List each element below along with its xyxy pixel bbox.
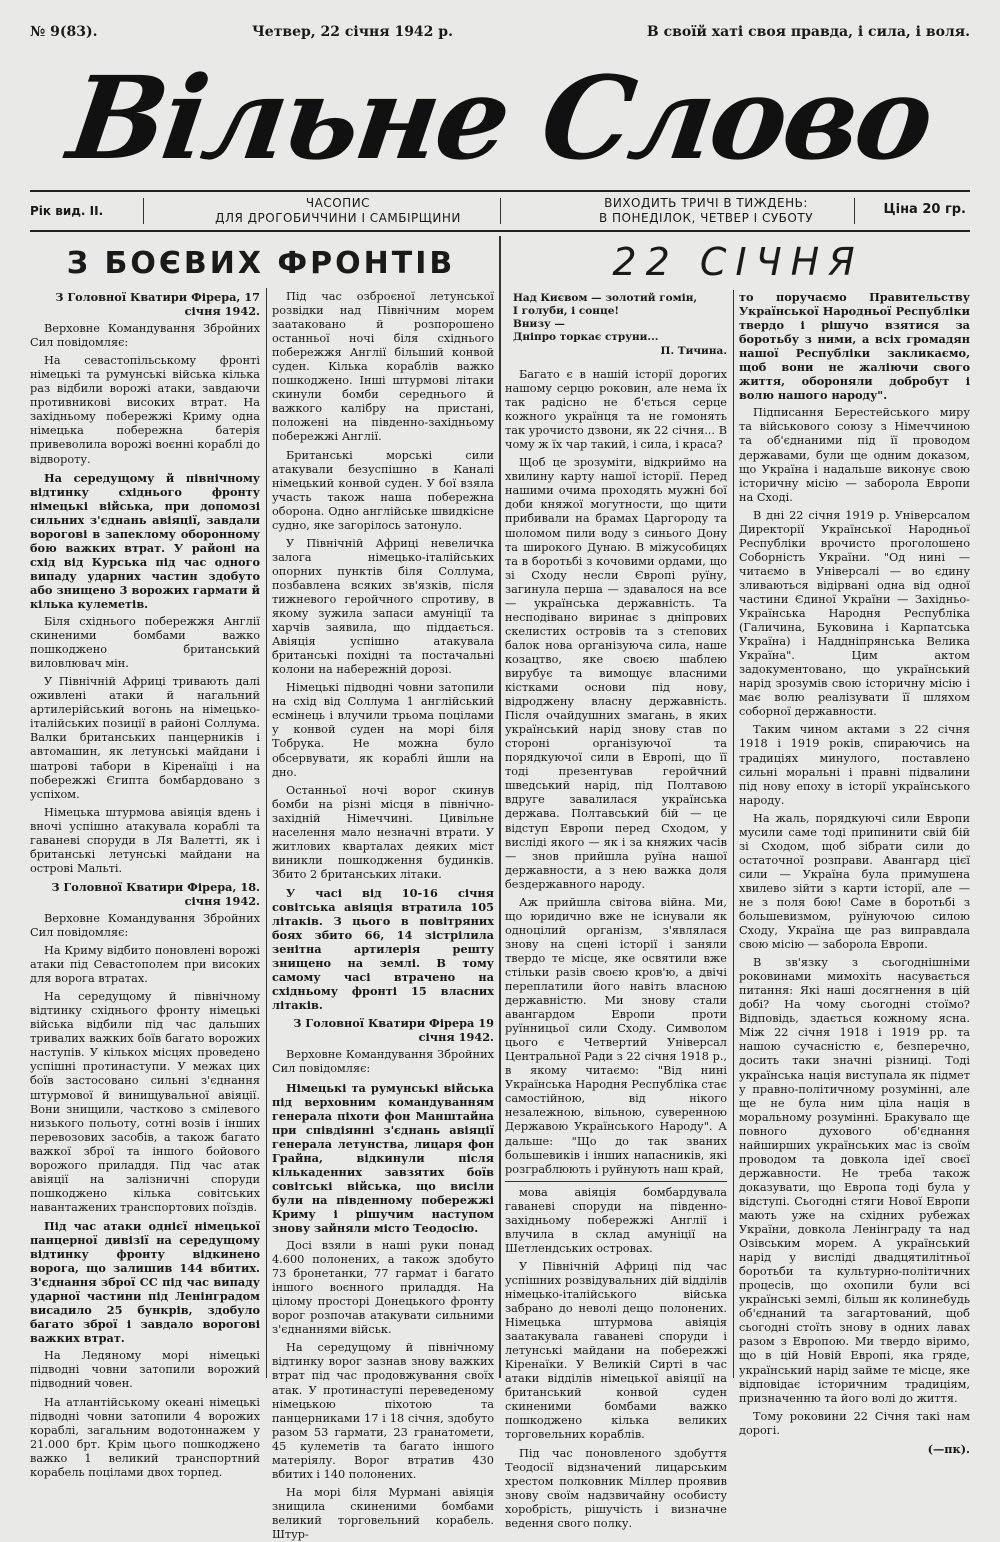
subheader-divider [854,198,855,224]
column-divider [733,290,734,1378]
paragraph: На жаль, порядкуючі сили Европи мусили саме тоді припинити свій бій зі Сходом, щоб зібрати сили до остаточної розправи. Авангард цієї сили — Україна була примушена хвилево зійти з карти історії, але — не з поля бою! Саме в боротьбі з большевизмом, руїнуючою силою Сходу, Україна ще раз виправдала свою місію — заборола Европи. [739,811,970,952]
article-column-4 [739,290,970,1456]
paragraph: На морі біля Мурмані авіяція знищила скиненими бомбами великий торговельний корабель. Штур- [272,1485,494,1541]
paragraph: Аж прийшла світова війна. Ми, що юридично вже не існували як одноцілий організм, з'являлася знову на сцені історії і заняли твердо те місце, яке освятили вже стільки разів своєю кров'ю, а двічі переплатили його навіть власною державністю. Ми знову стали авангардом Европи проти руїнницьої сили Сходу. Символом цього є Четвертий Універсал Центральної Ради з 22 січня 1918 р., в якому читаємо: "Від нині Українська Народня Республіка стає самостійною, від нікого незалежною, вільною, суверенною Державою Українського Народу". А дальше: "Що до так званих большевиків і інших напасників, які розграблюють і руйнують наш край, [505,895,727,1176]
subtitle [148,196,528,226]
paragraph: Щоб це зрозуміти, відкриймо на хвилину карту нашої історії. Перед нашими очима проходять мужні бої доби княжої могутности, що щити прибивали на брамах Царгороду та шоломом пили воду з синього Дону та широкого Дунаю. В міжусобицях та в боротьбі з кочовими ордами, що зі Сходу несли Європі руїну, загинула перша — здавалося на все — українська державність. Та несподівано виринає з дніпрових скелистих островів та з степових балок нова організуюча сила, наше козацтво, яке своєю шаблею вирубує та вимощує власними кістками основи під нову, відроджену власну державність. Після очайдушних змагань, в яких український нарід знову став по стороні організуючої та порядкуючої сили в Европі, що її тоді презентував геройчний шведський нарід, під Полтавою вдруге завалилася українська держава. Полтавський бій — це відступ Европи перед Сходом, у висліді якого — як і за княжих часів — знов прийшла руїна нашої державности, а з нею важка доля бездержавного народу. [505,456,727,891]
paragraph: Верховне Командування Збройних Сил повідомляє: [272,1048,494,1076]
paragraph: Багато є в нашій історії дорогих нашому серцю роковин, але нема їх так радісно не б'ється серце кожного українця та не гомонять так урочисто дзвони, як 22 січня... В чому ж їх чар такий, і сила, і краса? [505,368,727,452]
masthead-title: Вільне Слово [61,51,939,185]
paragraph: Таким чином актами з 22 січня 1918 і 1919 років, спираючись на традиціях минулого, поставлено сильні моральні і правні підвалини під нову епоху в історії українського народу. [739,723,970,807]
paragraph: На середущому й північному відтинку східнього фронту німецькі війська, при допомозі сильних з'єднань авіяції, завдали ворогові в запеклому оборонному бою важких втрат. У районі на схід від Курська під час одного випаду ударних частин здобуто або знищено 3 ворожих гармати й кілька кулеметів. [30,470,260,611]
paragraph: мова авіяція бомбардувала гаваневі споруди на південно-західньому побережжі Англії і влучила в склад амуніції на Шетлендських островах. [505,1185,727,1255]
article-column-1 [30,290,261,1479]
schedule [536,196,876,226]
top-line [30,20,970,44]
column-divider [266,288,267,1378]
subheader-divider [500,198,501,224]
paragraph: На севастопільському фронті німецькі та румунські війська кілька раз відбили ворожі атаки, завдаючи противникові високих втрат. На західньому побережжі Криму одна німецька побережна батерія привеволила ворожі воєнні кораблі до відвороту. [30,354,261,466]
paragraph: У Північній Африці під час успішних розвідувальних дій відділів німецько-італійського війська забрано до неволі дещо полонених. Німецька штурмова авіяція заатакувала гаваневі споруди і летунські майдани на побережжі Кіренаїки. У Великій Сирті в час атаки відділів німецької авіяції на британський конвой суден скиненими бомбами важко пошкоджено кілька великих торговельних кораблів. [505,1259,727,1442]
subtitle-line-1: ЧАСОПИС [305,196,371,210]
paragraph: На Ледяному морі німецькі підводні човни затопили ворожий підводний човен. [30,1349,260,1391]
poem-line: Над Києвом — золотий гомін, [513,292,698,304]
paragraph: Верховне Командування Збройних Сил повідомляє: [30,911,260,940]
paragraph: Під час атаки однієї німецької панцерної дивізії на середущому відтинку фронту відкинено ворога, що залишив 144 вбитих. З'єднання зброї СС під час випаду ударної частини під Ленінградом висадило 25 бункрів, здобуло багато зброї і завдало ворогові важких втрат. [30,1218,260,1346]
paragraph: Німецькі та румунські війська під верховним командуванням генерала піхоти фон Манштайна при співдіянні з'єднань авіяції генерала летунства, лицаря фон Грайна, відкинули після кількаденних завзятих боїв совітські війська, що висіли були на південному побережжі Криму і рішучим наступом знову зайняли місто Теодосію. [272,1080,494,1235]
paragraph: У часі від 10-16 січня совітська авіяція втратила 105 літаків. З цього в повітряних боях збито 66, 14 зістрілила зенітна артилерія решту знищено на землі. В тому самому часі втрачено на східньому фронті 15 власних літаків. [272,885,494,1013]
paragraph: На середущому й північному відтинку східнього фронту німецькі війська відбили під час дальших тривалих важких боїв багато ворожих наступів. У кількох місцях проведено успішні протинаступи. У межах цих боїв застосовано сильні з'єднання штурмової й винищувальної авіяції. Вони знищили, частково з смілевого низького польоту, сотні возів і інших перевозових засобів, а також багато важкої зброї та іншого бойового ворожого приладдя. Під час атак авіяції на залізничні споруди пошкоджено кілька совітських навантажених транспортових поїздів. [30,990,260,1214]
paragraph: Під час озброєної летунської розвідки над Північним морем заатаковано й розпорошено останньої ночі біля східнього побережжя Англії більший конвой суден. Кілька кораблів важко пошкоджено. Інші штурмові літаки скинули бомби середнього й важкого калібру на пристані, положені на південно-західньому побережжі Англії. [272,290,494,444]
dispatch-dateline: З Головної Кватири Фірера 19 січня 1942. [293,1016,494,1045]
schedule-line-1: ВИХОДИТЬ ТРИЧІ В ТИЖДЕНЬ: [604,196,808,210]
paragraph: На атлантійському океані німецькі підводні човни затопили 4 ворожих кораблі, загальним водотоннажем у 21.000 брт. Крім цього пошкоджено важко 1 великий транспортний корабель поцілами двох торпед. [30,1395,260,1479]
poem-author: П. Тичина. [660,345,727,357]
dispatch-dateline: З Головної Кватири Фірера, 17 січня 1942. [55,290,260,319]
section-divider [505,1181,727,1182]
subtitle-line-2: ДЛЯ ДРОГОБИЧЧИНИ І САМБІРЩИНИ [215,211,461,225]
paragraph: Верховне Командування Збройних Сил повідомляє: [30,322,260,350]
paragraph: Тому роковини 22 Січня такі нам дорогі. [739,1409,970,1437]
issue-number: № 9(83). [30,24,98,40]
column-divider [499,236,501,1378]
paragraph: Підписання Берестейського миру та військового союзу з Німеччиною та об'єднаними під її проводом державами, були ще одним доказом, що Україна і надальше виконує свою історичну місію — заборола Европи на Сході. [739,406,970,504]
paragraph: Під час поновленого здобуття Теодосії відзначений лицарським хрестом полковник Міллер проявив знову своїм надзвичайну особисту хоробрість, рішучість і визначне ведення свого полку. [505,1446,727,1530]
article-column-2 [272,290,494,1541]
issue-date: Четвер, 22 січня 1942 р. [252,24,453,40]
paragraph: Німецька штурмова авіяція вдень і вночі успішно атакувала кораблі та гаваневі споруди в Ля Валетті, як і британські летунські майдани на острові Мальті. [30,805,260,875]
poem-line: Дніпро торкає струни... [513,331,659,343]
paragraph: У Північній Африці тривають далі оживлені атаки й нагальний артилерійський вогонь на німецько-італійських позиції в районі Соллума. Валки британських панцерників і автомашин, як летунські майдани і шатрові табори в Кіренаїці і на побережжі Єгипта бомбардовано з успіхом. [30,675,260,801]
schedule-line-2: В ПОНЕДІЛОК, ЧЕТВЕР І СУБОТУ [598,211,814,225]
paragraph: Останньої ночі ворог скинув бомби на різні місця в північно-західній Німеччині. Цивільне населення мало незначні втрати. У житлових кварталах деяких міст виникли пошкодження будинків. Збито 2 британських літаки. [272,783,494,881]
poem-line: Внизу — [513,318,565,330]
subheader-divider [143,198,144,224]
paragraph: В зв'язку з сьогоднішніми роковинами мимохіть насувається питання: Які наші досягнення в цій добі? На чому сьогодні стоїмо? Відповідь, здається кожному ясна. Між 22 січня 1918 і 1919 рр. та нашою сучасністю є, безперечно, досить таки значні різниці. Тоді українська нація виступала як підмет у правно-політичному розумінні, але ще не була ним ціла нація в моральному розумінні. Бракувало ще повного духового об'єднання найширших українських мас із своїм проводом та довкола ідеї своєї державности. Не треба також доказувати, що Европа тоді була у відступі. Сьогодні стяги Нової Европи мають уже на східних рубежах України, довкола Ленінграду та над Озівським морем. А український нарід у висліді двадцятилітньої боротьби та культурно-політичних процесів, що охопили були всі українські землі, більш як колинебудь об'єднаний та загартований, щоб сьогодні стоїть знову в одних лавах разом з Европою. Ми твердо віримо, що в цій Новій Европі, яка гряде, український нарід займе те місце, яке відповідає історичним традиціям, призначенню та його волі до життя. [739,956,970,1405]
paragraph: Біля східнього побережжя Англії скиненими бомбами важко пошкоджено британський виловлювач мін. [30,615,260,671]
headline-january-22: 22 СІЧНЯ [612,240,864,284]
paragraph: В дні 22 січня 1919 р. Універсалом Директорії Української Народньої Республіки врочисто проголошено Соборність України. "Од нині — читаємо в Універсалі — во єдину зливаються відірвані одна від одної частини Єдиної України — Західньо-Українська Народня Республіка (Галичина, Буковина і Карпатська Україна) і Наддніпрянська Велика Україна". Цим актом задокументовано, що український нарід зрозумів свою історичну місію і має волю реалізувати її шляхом соборної державности. [739,508,970,719]
paragraph: Британські морські сили атакували безуспішно в Каналі німецький конвой суден. У бої взяла участь також наша побережна оборона. Одно англійське швидкісне судно, яке загорілось затонуло. [272,448,494,532]
article-column-3 [505,292,727,1530]
paragraph: то поручаємо Правительству Української Народньої Республіки твердо і рішучо взятися за боротьбу з ними, а всіх громадян нашої Республіки закликаємо, щоб вони не жаліючи свого життя, обороняли добробут і волю нашого народу". [739,290,970,403]
paragraph: На Криму відбито поновлені ворожі атаки під Севастополем при високих для ворога втратах. [30,944,260,986]
paragraph: Німецькі підводні човни затопили на схід від Соллума 1 англійський есмінець і влучили трьома поцілами у конвой суден на морі біля Тобрука. Не можна було обсервувати, як кораблі йшли на дно. [272,681,494,779]
headline-fronts: З БОЄВИХ ФРОНТІВ [66,246,456,281]
publication-year: Рік вид. II. [30,204,104,218]
paragraph: У Північній Африці невеличка залога німецько-італійських опорних пунктів біля Соллума, позбавлена всяких зв'язків, після тижневого геройчного спротиву, в якому зужила запаси амуніції та харчів заявила, що піддається. Авіяція успішно атакувала британські похідні та постачальні колони на набережній дорозі. [272,536,494,677]
poem-line: І голуби, і сонце! [513,305,620,317]
price: Ціна 20 гр. [883,202,966,217]
masthead-rule-bottom [30,230,970,232]
paragraph: Досі взяли в наші руки понад 4.600 полонених, а також здобуто 73 бронетанки, 77 гармат і багато іншого воєнного приладдя. На цілому просторі Донецького фронту ворог розпочав атакувати сильними з'єднаннями військ. [272,1239,494,1337]
motto: В своїй хаті своя правда, і сила, і воля. [646,24,970,40]
epigraph-poem [513,292,727,358]
dispatch-dateline: З Головної Кватири Фірера, 18. січня 1942. [51,879,260,908]
masthead-rule-top [30,190,970,192]
author-signature: (—пк). [927,1441,970,1456]
paragraph: На середущому й північному відтинку ворог зазнав знову важких втрат під час продовжування своїх атак. У протинаступі переведеному німецькою піхотою та панцерниками 17 і 18 січня, здобуто разом 53 гармати, 23 гранатомети, 45 кулеметів та багато іншого матеріялу. Ворог втратив 430 вбитих і 140 полонених. [272,1341,494,1481]
